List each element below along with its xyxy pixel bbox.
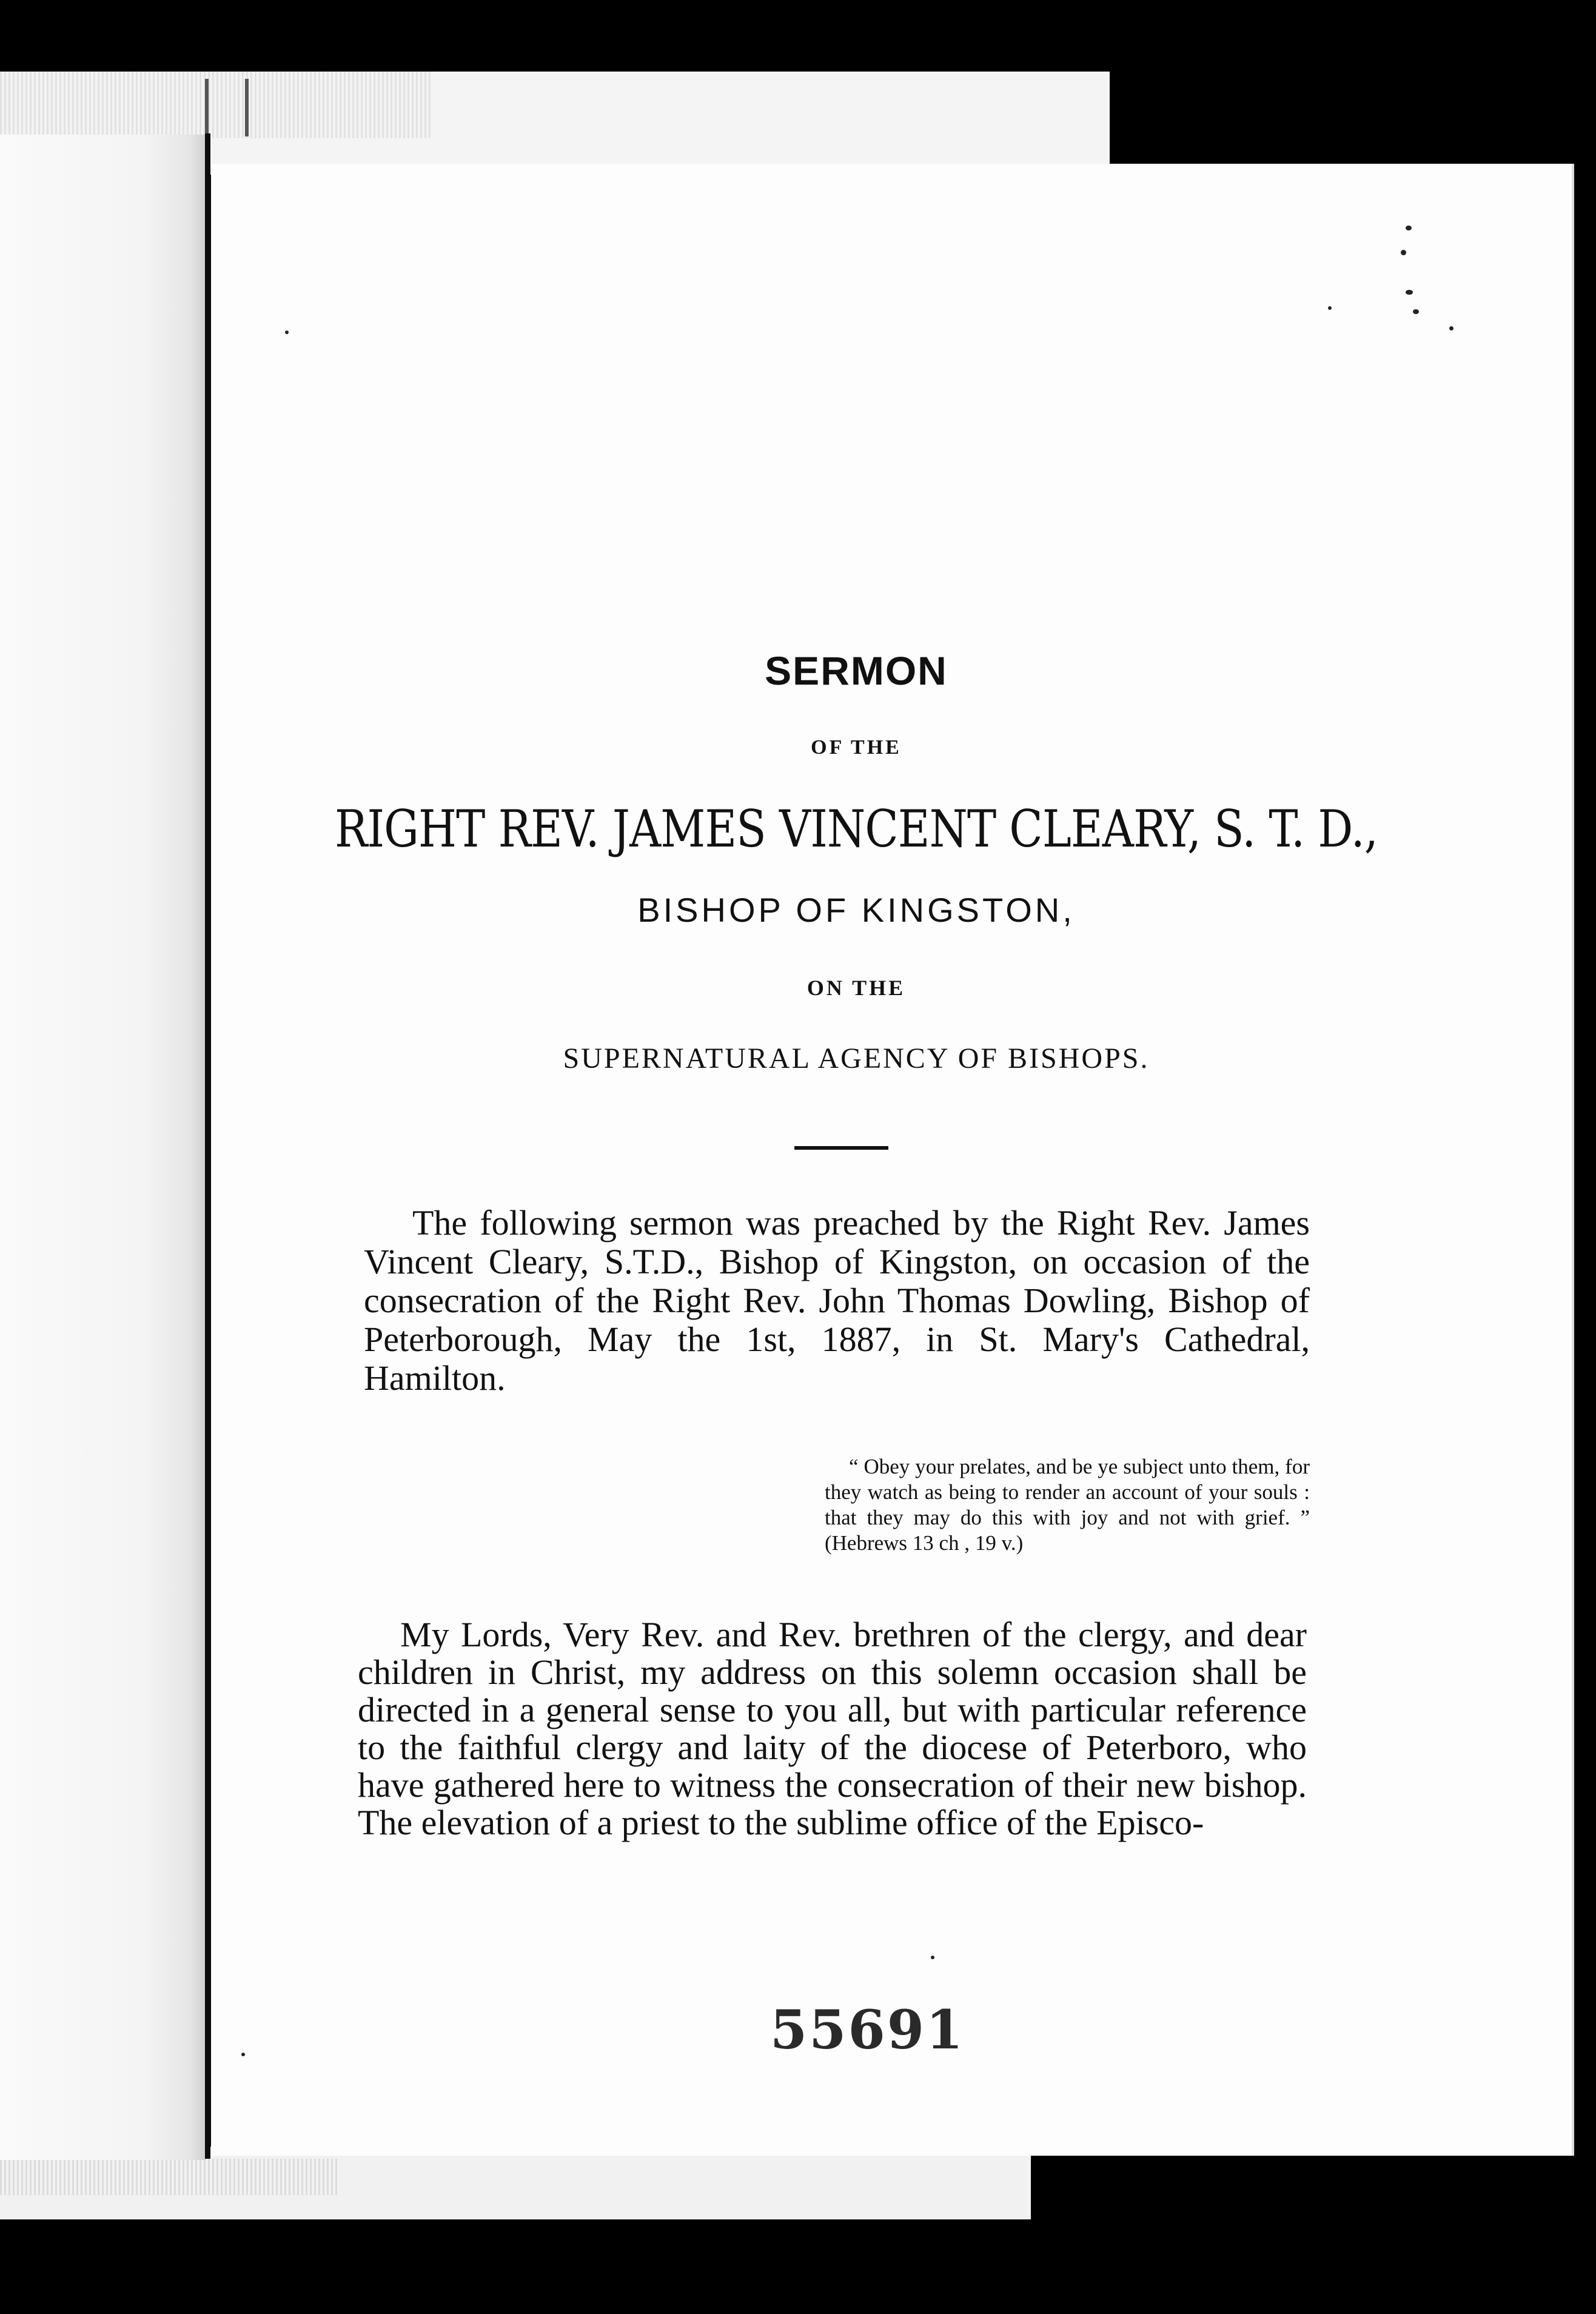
intro-paragraph: The following sermon was preached by the Right Rev. James Vincent Cleary, S.T.D., Bishop of Kingston, on occasion of the consecration of the Right Rev. John Thomas Dowling, Bishop of Peterborough, May the 1st, 1887, in St. Mary's Cathedral, Hamilton. — [364, 1203, 1310, 1398]
sermon-subject: SUPERNATURAL AGENCY OF BISHOPS. — [563, 1042, 1150, 1075]
scan-speck — [241, 2053, 245, 2056]
cloth-cover-texture — [0, 2159, 340, 2195]
scan-speck — [1406, 226, 1412, 230]
binding-clip — [205, 79, 249, 136]
scan-speck — [1406, 290, 1413, 295]
page-gutter — [205, 133, 210, 2159]
catalog-stamp: 55691 — [770, 1998, 965, 2061]
scripture-epigraph: “ Obey your prelates, and be ye subject unto them, for they watch as being to render an account of your souls : that they may do this with joy and not with grief. ” (Hebrews 13 ch , 19 v.) — [825, 1455, 1310, 1555]
scan-speck — [285, 330, 289, 334]
scan-speck — [1413, 309, 1419, 314]
on-the-connector: ON THE — [806, 976, 906, 1000]
title-divider-rule — [794, 1146, 888, 1150]
scan-speck — [1401, 250, 1406, 255]
facing-page-edge — [0, 135, 206, 2160]
of-the-connector: OF THE — [811, 736, 902, 759]
author-office: BISHOP OF KINGSTON, — [637, 891, 1075, 929]
author-name: RIGHT REV. JAMES VINCENT CLEARY, S. T. D., — [334, 799, 1378, 859]
scan-speck — [1449, 326, 1454, 330]
sermon-heading: SERMON — [765, 648, 948, 693]
address-paragraph: My Lords, Very Rev. and Rev. brethren of the clergy, and dear children in Christ, my address on this solemn occasion shall be directed in a general sense to you all, but with particular reference to the faithful clergy and laity of the diocese of Peterboro, who have gathered here to witness the consecration of their new bishop. The elevation of a priest to the sublime office of the Episco- — [358, 1615, 1307, 1842]
scan-speck — [1328, 306, 1332, 310]
scan-speck — [931, 1956, 934, 1959]
title-page — [211, 164, 1574, 2156]
